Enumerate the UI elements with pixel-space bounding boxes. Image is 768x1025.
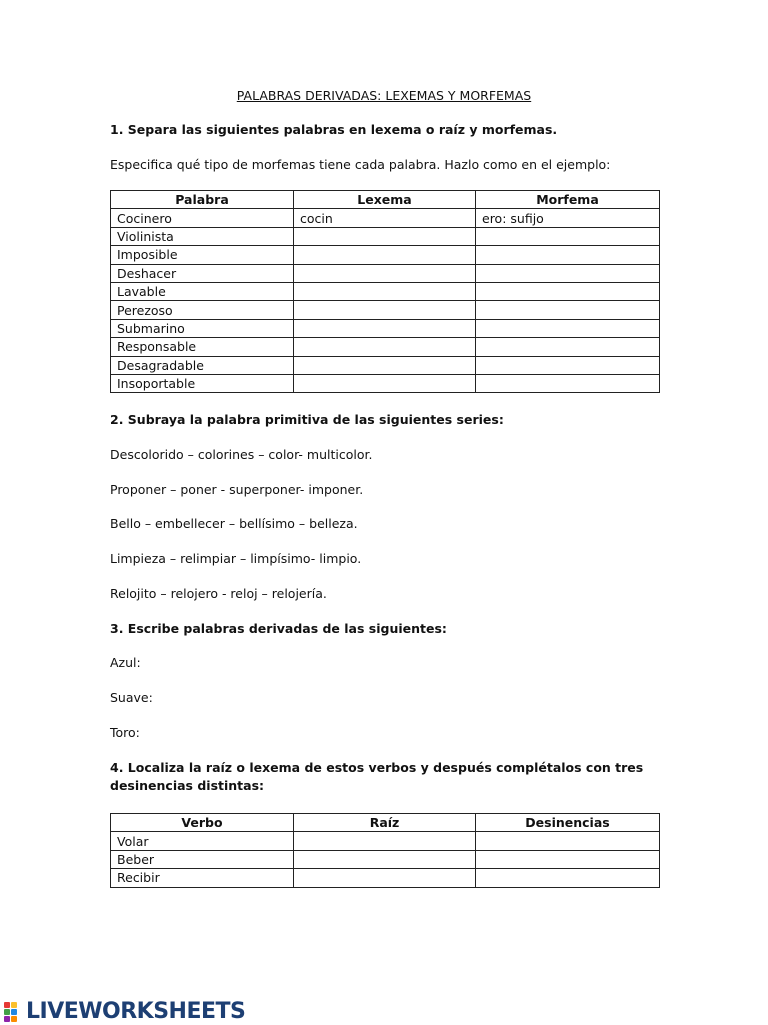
q2-series-4[interactable]: Limpieza – relimpiar – limpísimo- limpio. bbox=[110, 551, 362, 566]
lexema-cell[interactable] bbox=[294, 227, 476, 245]
table-row bbox=[111, 264, 660, 282]
table-header-row bbox=[111, 814, 660, 832]
verb-cell: Recibir bbox=[111, 869, 294, 887]
verb-cell: Beber bbox=[111, 850, 294, 868]
morfema-cell[interactable] bbox=[476, 356, 660, 374]
table-row bbox=[111, 850, 660, 868]
raiz-cell[interactable] bbox=[294, 832, 476, 850]
word-cell: Violinista bbox=[111, 227, 294, 245]
lexema-cell[interactable] bbox=[294, 374, 476, 392]
q2-heading: 2. Subraya la palabra primitiva de las siguientes series: bbox=[110, 412, 504, 427]
morfema-cell[interactable] bbox=[476, 338, 660, 356]
q2-series-5[interactable]: Relojito – relojero - reloj – relojería. bbox=[110, 586, 327, 601]
page-title: PALABRAS DERIVADAS: LEXEMAS Y MORFEMAS bbox=[236, 88, 532, 103]
word-cell: Lavable bbox=[111, 282, 294, 300]
word-cell: Submarino bbox=[111, 319, 294, 337]
lexema-cell[interactable] bbox=[294, 264, 476, 282]
liveworksheets-logo-text: LIVEWORKSHEETS bbox=[26, 998, 246, 1024]
table-row bbox=[111, 338, 660, 356]
q3-heading: 3. Escribe palabras derivadas de las siguientes: bbox=[110, 621, 447, 636]
morfema-cell[interactable]: ero: sufijo bbox=[476, 209, 660, 227]
column-header-lexema: Lexema bbox=[294, 191, 476, 209]
q1-table bbox=[110, 190, 660, 393]
morfema-cell[interactable] bbox=[476, 264, 660, 282]
table-row bbox=[111, 301, 660, 319]
desinencias-cell[interactable] bbox=[476, 869, 660, 887]
liveworksheets-logo-icon bbox=[4, 1000, 24, 1022]
verb-cell: Volar bbox=[111, 832, 294, 850]
morfema-cell[interactable] bbox=[476, 319, 660, 337]
liveworksheets-logo[interactable] bbox=[4, 997, 245, 1025]
word-cell: Imposible bbox=[111, 246, 294, 264]
morfema-cell[interactable] bbox=[476, 374, 660, 392]
q3-word-azul: Azul: bbox=[110, 655, 141, 670]
table-row bbox=[111, 246, 660, 264]
lexema-cell[interactable] bbox=[294, 246, 476, 264]
table-row bbox=[111, 319, 660, 337]
word-cell: Desagradable bbox=[111, 356, 294, 374]
q4-heading-line1: 4. Localiza la raíz o lexema de estos verbos y después complétalos con tres bbox=[110, 760, 644, 775]
q1-instruction: Especifica qué tipo de morfemas tiene cada palabra. Hazlo como en el ejemplo: bbox=[110, 157, 611, 172]
lexema-cell[interactable] bbox=[294, 338, 476, 356]
column-header-palabra: Palabra bbox=[111, 191, 294, 209]
q4-heading-line2: desinencias distintas: bbox=[110, 778, 265, 793]
desinencias-cell[interactable] bbox=[476, 850, 660, 868]
lexema-cell[interactable]: cocin bbox=[294, 209, 476, 227]
lexema-cell[interactable] bbox=[294, 282, 476, 300]
raiz-cell[interactable] bbox=[294, 869, 476, 887]
raiz-cell[interactable] bbox=[294, 850, 476, 868]
table-row bbox=[111, 374, 660, 392]
table-row bbox=[111, 282, 660, 300]
column-header-verbo: Verbo bbox=[111, 814, 294, 832]
q2-series-2[interactable]: Proponer – poner - superponer- imponer. bbox=[110, 482, 364, 497]
lexema-cell[interactable] bbox=[294, 319, 476, 337]
morfema-cell[interactable] bbox=[476, 227, 660, 245]
word-cell: Perezoso bbox=[111, 301, 294, 319]
q3-word-suave: Suave: bbox=[110, 690, 153, 705]
q3-word-toro: Toro: bbox=[110, 725, 140, 740]
desinencias-cell[interactable] bbox=[476, 832, 660, 850]
word-cell: Cocinero bbox=[111, 209, 294, 227]
q2-series-3[interactable]: Bello – embellecer – bellísimo – belleza. bbox=[110, 516, 358, 531]
table-row bbox=[111, 356, 660, 374]
word-cell: Deshacer bbox=[111, 264, 294, 282]
column-header-morfema: Morfema bbox=[476, 191, 660, 209]
q1-heading: 1. Separa las siguientes palabras en lexema o raíz y morfemas. bbox=[110, 122, 558, 137]
word-cell: Insoportable bbox=[111, 374, 294, 392]
table-row bbox=[111, 209, 660, 227]
q4-table bbox=[110, 813, 660, 888]
morfema-cell[interactable] bbox=[476, 282, 660, 300]
table-row bbox=[111, 869, 660, 887]
table-row bbox=[111, 227, 660, 245]
q2-series-1[interactable]: Descolorido – colorines – color- multicolor. bbox=[110, 447, 373, 462]
word-cell: Responsable bbox=[111, 338, 294, 356]
lexema-cell[interactable] bbox=[294, 356, 476, 374]
column-header-desinencias: Desinencias bbox=[476, 814, 660, 832]
table-row bbox=[111, 832, 660, 850]
column-header-raiz: Raíz bbox=[294, 814, 476, 832]
lexema-cell[interactable] bbox=[294, 301, 476, 319]
morfema-cell[interactable] bbox=[476, 246, 660, 264]
table-header-row bbox=[111, 191, 660, 209]
morfema-cell[interactable] bbox=[476, 301, 660, 319]
